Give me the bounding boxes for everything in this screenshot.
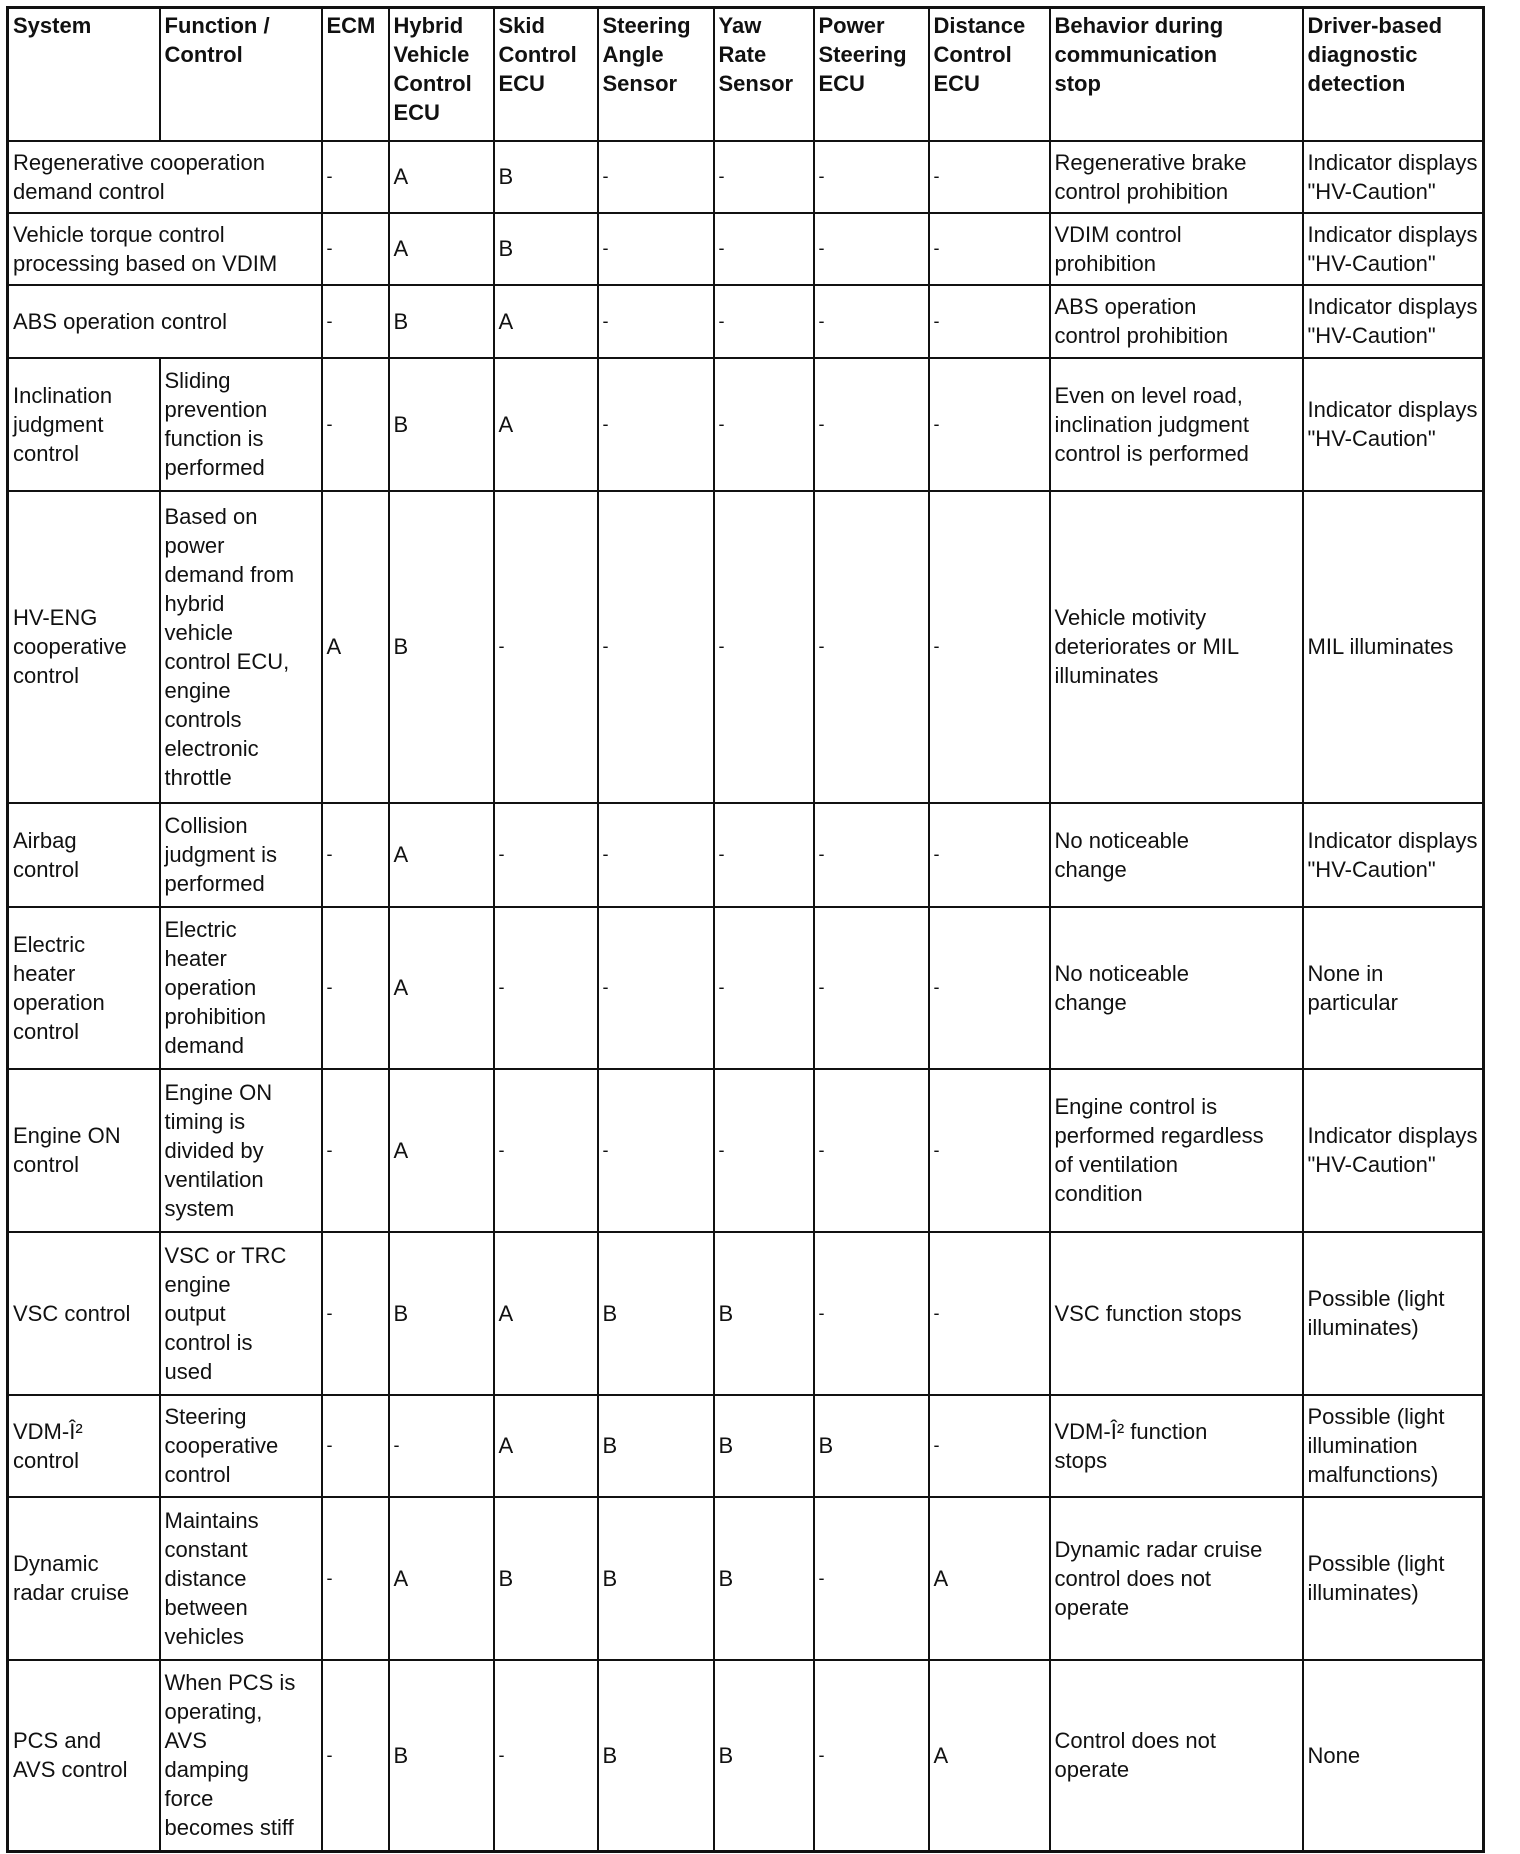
cell-distance-ecu: -	[929, 358, 1050, 491]
cell-distance-ecu: -	[929, 803, 1050, 907]
table-row	[8, 1232, 1484, 1395]
cell-detection: Indicator displays "HV-Caution"	[1303, 141, 1484, 213]
header-behavior: Behavior during communication stop	[1050, 8, 1303, 141]
table-row	[8, 358, 1484, 491]
cell-ps-ecu: -	[814, 907, 929, 1069]
header-ps-ecu: Power Steering ECU	[814, 8, 929, 141]
cell-ecm: -	[322, 1069, 389, 1232]
cell-skid-ecu: A	[494, 1395, 598, 1497]
cell-ps-ecu: -	[814, 358, 929, 491]
cell-function: Based on power demand from hybrid vehicle control ECU, engine controls electronic throttle	[160, 491, 322, 803]
cell-behavior: Even on level road, inclination judgment control is performed	[1050, 358, 1303, 491]
cell-system: Regenerative cooperation demand control	[8, 141, 322, 213]
cell-detection: None	[1303, 1660, 1484, 1852]
cell-behavior: Regenerative brake control prohibition	[1050, 141, 1303, 213]
cell-steering-sensor: -	[598, 1069, 714, 1232]
cell-yaw-sensor: -	[714, 1069, 814, 1232]
header-function: Function / Control	[160, 8, 322, 141]
cell-behavior: No noticeable change	[1050, 803, 1303, 907]
cell-steering-sensor: -	[598, 491, 714, 803]
cell-system: VSC control	[8, 1232, 160, 1395]
cell-function: Collision judgment is performed	[160, 803, 322, 907]
cell-skid-ecu: B	[494, 1497, 598, 1660]
cell-skid-ecu: A	[494, 1232, 598, 1395]
header-detection: Driver-based diagnostic detection	[1303, 8, 1484, 141]
ecu-communication-table	[6, 6, 1485, 1853]
header-ecm: ECM	[322, 8, 389, 141]
cell-distance-ecu: A	[929, 1497, 1050, 1660]
cell-steering-sensor: -	[598, 907, 714, 1069]
cell-behavior: No noticeable change	[1050, 907, 1303, 1069]
cell-ecm: A	[322, 491, 389, 803]
cell-ecm: -	[322, 358, 389, 491]
cell-yaw-sensor: -	[714, 907, 814, 1069]
cell-hv-ecu: A	[389, 1069, 494, 1232]
table-row	[8, 1660, 1484, 1852]
cell-ps-ecu: -	[814, 1497, 929, 1660]
header-yaw-sensor: Yaw Rate Sensor	[714, 8, 814, 141]
cell-yaw-sensor: -	[714, 141, 814, 213]
cell-detection: None in particular	[1303, 907, 1484, 1069]
cell-yaw-sensor: B	[714, 1232, 814, 1395]
cell-detection: Possible (light illuminates)	[1303, 1232, 1484, 1395]
cell-ecm: -	[322, 213, 389, 285]
cell-ps-ecu: -	[814, 803, 929, 907]
cell-behavior: Dynamic radar cruise control does not operate	[1050, 1497, 1303, 1660]
cell-skid-ecu: B	[494, 141, 598, 213]
cell-yaw-sensor: B	[714, 1660, 814, 1852]
cell-system: Engine ON control	[8, 1069, 160, 1232]
cell-ps-ecu: -	[814, 285, 929, 358]
table-row	[8, 141, 1484, 213]
cell-steering-sensor: B	[598, 1232, 714, 1395]
cell-steering-sensor: B	[598, 1660, 714, 1852]
cell-hv-ecu: A	[389, 1497, 494, 1660]
cell-detection: Indicator displays "HV-Caution"	[1303, 213, 1484, 285]
cell-function: Maintains constant distance between vehicles	[160, 1497, 322, 1660]
cell-distance-ecu: -	[929, 213, 1050, 285]
cell-ecm: -	[322, 285, 389, 358]
cell-distance-ecu: -	[929, 141, 1050, 213]
cell-system: Inclination judgment control	[8, 358, 160, 491]
cell-yaw-sensor: -	[714, 358, 814, 491]
cell-function: When PCS is operating, AVS damping force becomes stiff	[160, 1660, 322, 1852]
cell-distance-ecu: -	[929, 907, 1050, 1069]
cell-detection: Possible (light illuminates)	[1303, 1497, 1484, 1660]
cell-system: PCS and AVS control	[8, 1660, 160, 1852]
cell-hv-ecu: A	[389, 803, 494, 907]
cell-ps-ecu: -	[814, 141, 929, 213]
cell-system: HV-ENG cooperative control	[8, 491, 160, 803]
table-row	[8, 1069, 1484, 1232]
cell-hv-ecu: B	[389, 1232, 494, 1395]
cell-ps-ecu: -	[814, 1660, 929, 1852]
cell-hv-ecu: B	[389, 358, 494, 491]
cell-yaw-sensor: B	[714, 1395, 814, 1497]
cell-function: Sliding prevention function is performed	[160, 358, 322, 491]
cell-yaw-sensor: -	[714, 213, 814, 285]
cell-ecm: -	[322, 907, 389, 1069]
cell-detection: Indicator displays "HV-Caution"	[1303, 1069, 1484, 1232]
cell-hv-ecu: B	[389, 491, 494, 803]
cell-steering-sensor: -	[598, 213, 714, 285]
cell-distance-ecu: A	[929, 1660, 1050, 1852]
cell-distance-ecu: -	[929, 285, 1050, 358]
cell-skid-ecu: -	[494, 1069, 598, 1232]
table-row	[8, 213, 1484, 285]
header-steering-sensor: Steering Angle Sensor	[598, 8, 714, 141]
cell-behavior: Control does not operate	[1050, 1660, 1303, 1852]
table-row	[8, 1497, 1484, 1660]
cell-detection: MIL illuminates	[1303, 491, 1484, 803]
cell-function: Steering cooperative control	[160, 1395, 322, 1497]
cell-ecm: -	[322, 1232, 389, 1395]
cell-ecm: -	[322, 803, 389, 907]
cell-steering-sensor: -	[598, 803, 714, 907]
table-row	[8, 803, 1484, 907]
cell-ecm: -	[322, 1395, 389, 1497]
table-row	[8, 907, 1484, 1069]
cell-hv-ecu: -	[389, 1395, 494, 1497]
cell-ecm: -	[322, 1497, 389, 1660]
header-hybrid-ecu: Hybrid Vehicle Control ECU	[389, 8, 494, 141]
cell-ps-ecu: -	[814, 491, 929, 803]
cell-hv-ecu: A	[389, 907, 494, 1069]
cell-ps-ecu: -	[814, 213, 929, 285]
cell-system: Vehicle torque control processing based on VDIM	[8, 213, 322, 285]
cell-function: Engine ON timing is divided by ventilation system	[160, 1069, 322, 1232]
cell-detection: Possible (light illumination malfunctions)	[1303, 1395, 1484, 1497]
cell-skid-ecu: -	[494, 907, 598, 1069]
cell-behavior: VSC function stops	[1050, 1232, 1303, 1395]
header-row	[8, 8, 1484, 141]
cell-system: VDM-Î² control	[8, 1395, 160, 1497]
cell-skid-ecu: -	[494, 803, 598, 907]
cell-distance-ecu: -	[929, 1232, 1050, 1395]
table-row	[8, 285, 1484, 358]
cell-hv-ecu: A	[389, 141, 494, 213]
cell-steering-sensor: B	[598, 1497, 714, 1660]
cell-ecm: -	[322, 141, 389, 213]
cell-ecm: -	[322, 1660, 389, 1852]
cell-behavior: Engine control is performed regardless of ventilation condition	[1050, 1069, 1303, 1232]
cell-skid-ecu: A	[494, 285, 598, 358]
cell-skid-ecu: B	[494, 213, 598, 285]
cell-behavior: ABS operation control prohibition	[1050, 285, 1303, 358]
cell-steering-sensor: -	[598, 358, 714, 491]
header-distance-ecu: Distance Control ECU	[929, 8, 1050, 141]
table-row	[8, 491, 1484, 803]
cell-distance-ecu: -	[929, 1069, 1050, 1232]
cell-yaw-sensor: -	[714, 491, 814, 803]
cell-behavior: VDIM control prohibition	[1050, 213, 1303, 285]
header-system: System	[8, 8, 160, 141]
cell-detection: Indicator displays "HV-Caution"	[1303, 285, 1484, 358]
cell-steering-sensor: B	[598, 1395, 714, 1497]
cell-yaw-sensor: B	[714, 1497, 814, 1660]
cell-steering-sensor: -	[598, 285, 714, 358]
cell-system: ABS operation control	[8, 285, 322, 358]
cell-skid-ecu: -	[494, 1660, 598, 1852]
cell-ps-ecu: -	[814, 1232, 929, 1395]
cell-detection: Indicator displays "HV-Caution"	[1303, 803, 1484, 907]
cell-system: Airbag control	[8, 803, 160, 907]
cell-ps-ecu: B	[814, 1395, 929, 1497]
cell-system: Dynamic radar cruise	[8, 1497, 160, 1660]
cell-yaw-sensor: -	[714, 285, 814, 358]
cell-steering-sensor: -	[598, 141, 714, 213]
header-skid-ecu: Skid Control ECU	[494, 8, 598, 141]
cell-function: Electric heater operation prohibition demand	[160, 907, 322, 1069]
cell-ps-ecu: -	[814, 1069, 929, 1232]
cell-distance-ecu: -	[929, 1395, 1050, 1497]
cell-behavior: VDM-Î² function stops	[1050, 1395, 1303, 1497]
table-row	[8, 1395, 1484, 1497]
cell-detection: Indicator displays "HV-Caution"	[1303, 358, 1484, 491]
cell-behavior: Vehicle motivity deteriorates or MIL illuminates	[1050, 491, 1303, 803]
cell-skid-ecu: -	[494, 491, 598, 803]
cell-hv-ecu: B	[389, 1660, 494, 1852]
cell-system: Electric heater operation control	[8, 907, 160, 1069]
cell-yaw-sensor: -	[714, 803, 814, 907]
cell-distance-ecu: -	[929, 491, 1050, 803]
cell-function: VSC or TRC engine output control is used	[160, 1232, 322, 1395]
cell-hv-ecu: B	[389, 285, 494, 358]
cell-hv-ecu: A	[389, 213, 494, 285]
cell-skid-ecu: A	[494, 358, 598, 491]
